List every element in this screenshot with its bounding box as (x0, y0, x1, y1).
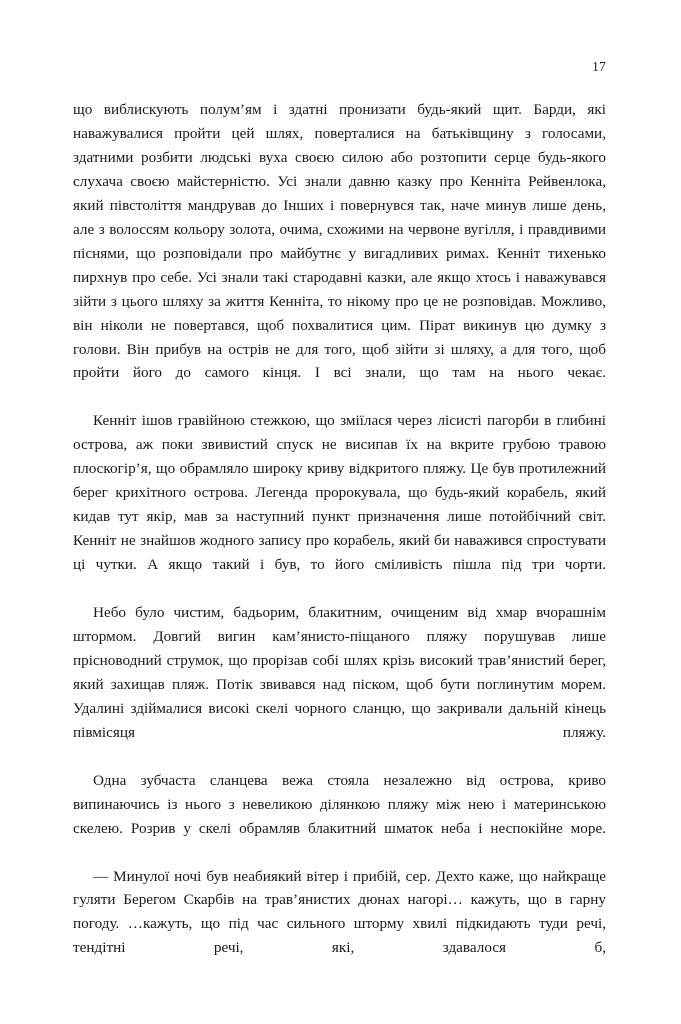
paragraph: Одна зубчаста сланцева вежа стояла незалежно від острова, криво випинаючись із нього з невеликою ділянкою пляжу між нею і материнською скелею. Розрив у скелі обрамляв блакитний шматок неба і неспокійне море. (73, 771, 606, 837)
paragraph: Небо було чистим, бадьорим, блакитним, очищеним від хмар вчорашнім штормом. Довгий вигин кам’янисто-піщаного пляжу порушував лише прісноводний струмок, що прорізав собі шлях крізь високий трав’янистий берег, який захищав пляж. Потік звивався над піском, щоб бути поглинутим морем. Удалині здіймалися високі скелі чорного сланцю, що закривали дальній кінець півмісяця пляжу. (73, 604, 606, 741)
page-number: 17 (592, 59, 606, 74)
paragraph: — Минулої ночі був неабиякий вітер і прибій, сер. Дехто каже, що найкраще гуляти Берегом Скарбів на трав’янистих дюнах нагорі… кажуть, що в гарну погоду. …кажуть, що під час сильного шторму хвилі підкидають туди речі, тендітні речі, які, здавалося б, (73, 867, 606, 957)
body-text-block (73, 98, 606, 984)
paragraph: що виблискують полум’ям і здатні пронизати будь-який щит. Барди, які наважувалися пройти цей шлях, поверталися на батьківщину з голосами, здатними розбити людські вуха своєю силою або розтопити серце будь-якого слухача своєю майстерністю. Усі знали давню казку про Кенніта Рейвенлока, який півстоліття мандрував до Інших і повернувся так, наче минув лише день, але з волоссям кольору золота, очима, схожими на червоне вугілля, і правдивими піснями, що розповідали про майбутнє у вигадливих римах. Кенніт тихенько пирхнув про себе. Усі знали такі стародавні казки, але якщо хтось і наважувався зійти з цього шляху за життя Кенніта, то нікому про це не розповідав. Можливо, він ніколи не повертався, щоб похвалитися цим. Пірат викинув цю думку з голови. Він прибув на острів не для того, щоб зійти зі шляху, а для того, щоб пройти його до самого кінця. І всі знали, що там на нього чекає. (73, 101, 606, 382)
paragraph: Кенніт ішов гравійною стежкою, що зміїлася через лісисті пагорби в глибині острова, аж поки звивистий спуск не висипав їх на вкрите грубою травою плоскогір’я, що обрамляло широку криву відкритого пляжу. Це був протилежний берег крихітного острова. Легенда пророкувала, що будь-який корабель, який кидав тут якір, мав за наступний пункт призначення лише потойбічний світ. Кенніт не знайшов жодного запису про корабель, який би наважився спростувати ці чутки. А якщо такий і був, то його сміливість пішла під три чорти. (73, 412, 606, 574)
